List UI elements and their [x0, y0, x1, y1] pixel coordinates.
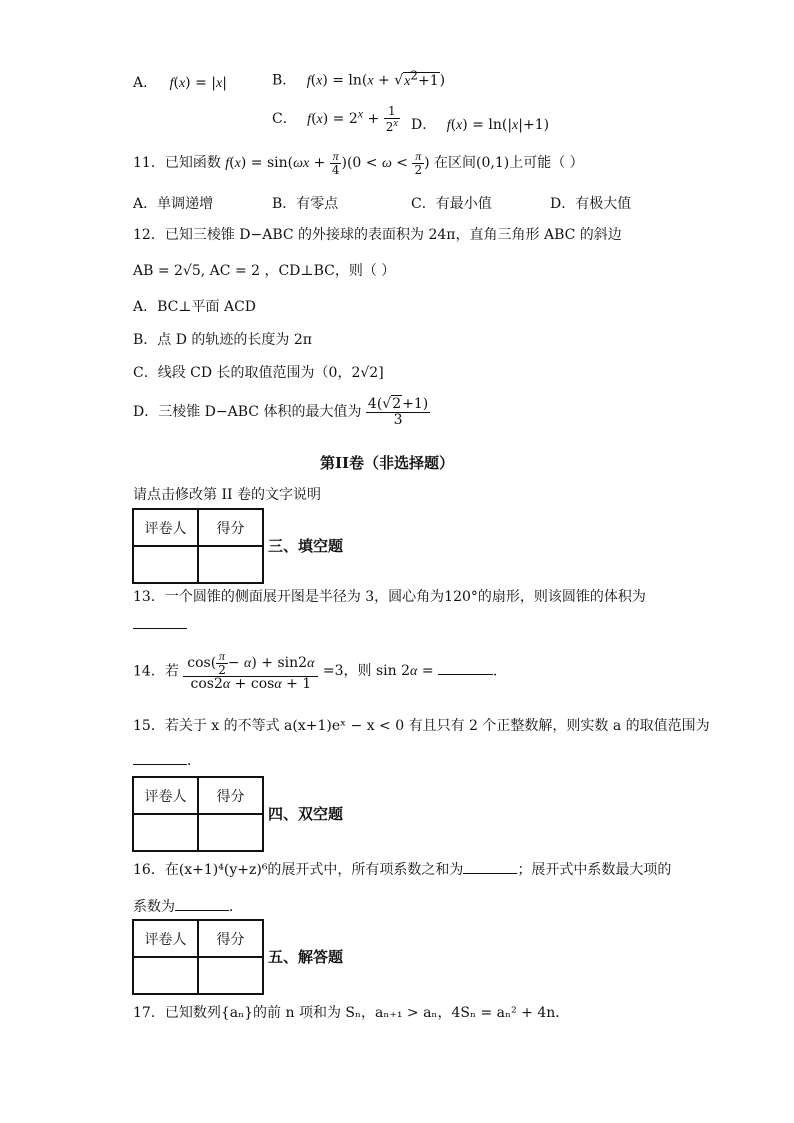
grader-cell[interactable]	[133, 814, 198, 851]
grader-cell[interactable]	[198, 814, 263, 851]
grader-table	[132, 508, 264, 584]
option-label: C．	[272, 111, 297, 128]
q10-option-a-expr: f	[169, 76, 174, 91]
q16-line2	[133, 896, 243, 916]
grader-col1: 评卷人	[133, 777, 198, 814]
q14-end: ．	[493, 663, 508, 680]
section-answer-title: 五、解答题	[268, 948, 344, 966]
q12-option-d-prefix: D．三棱锥 D−ABC 体积的最大值为	[133, 404, 362, 421]
grader-col1: 评卷人	[133, 920, 198, 957]
q14-suffix: =3，则 sin 2α =	[322, 663, 434, 680]
q11-stem-prefix: 11．已知函数	[133, 155, 221, 172]
q11-stem: 11．已知函数 f(x) = sin(ωx + $\frac{\pi}{4}$ )(0 < ω < $\frac{\pi}{2}$ ) 在区间(0,1)上可能（ ）	[133, 149, 584, 177]
option-label: B．	[272, 72, 297, 89]
q11-option-c: C．有最小值	[411, 196, 492, 212]
q15-line1: 15．若关于 x 的不等式 a(x+1)eˣ − x < 0 有且只有 2 个正整数解，则实数 a 的取值范围为	[133, 718, 710, 734]
grader-table	[132, 776, 264, 852]
q12-line1: 12．已知三棱锥 D−ABC 的外接球的表面积为 24π，直角三角形 ABC 的斜边	[133, 227, 622, 243]
answer-blank[interactable]	[438, 674, 493, 675]
q11-option-d: D．有极大值	[550, 196, 632, 212]
answer-blank[interactable]	[463, 873, 517, 874]
grader-col2: 得分	[198, 920, 263, 957]
option-label: A．	[133, 75, 158, 91]
q12-line2: AB = 2√5, AC = 2 ，CD⊥BC，则（ ）	[133, 263, 396, 279]
q11-stem-suffix: 在区间(0,1)上可能（ ）	[434, 155, 584, 172]
grader-cell[interactable]	[198, 957, 263, 994]
q12-option-d: D．三棱锥 D−ABC 体积的最大值为 $\frac{4(√2+1)}{3}$	[133, 396, 429, 428]
q16-line1	[133, 859, 671, 879]
q14-prefix: 14．若	[133, 663, 179, 680]
answer-blank[interactable]	[133, 628, 187, 629]
q13-line2	[133, 617, 187, 633]
q10-option-b: B． $f(x) = \ln(x + √x^2+1)$	[272, 68, 446, 89]
q10-option-d: D． f(x) = ln(|x|+1)	[411, 117, 550, 133]
grader-cell[interactable]	[198, 546, 263, 583]
q12-option-a: A．BC⊥平面 ACD	[133, 299, 257, 315]
grader-col2: 得分	[198, 777, 263, 814]
grader-col1: 评卷人	[133, 509, 198, 546]
q16-suffix: ；展开式中系数最大项的	[517, 862, 672, 878]
q15-line2	[133, 750, 201, 770]
q13-line1: 13．一个圆锥的侧面展开图是半径为 3，圆心角为120°的扇形，则该圆锥的体积为	[133, 589, 646, 605]
section-fill-title: 三、填空题	[268, 537, 344, 555]
q16-prefix: 16．在(x+1)⁴(y+z)⁶的展开式中，所有项系数之和为	[133, 862, 464, 878]
q17: 17．已知数列{aₙ}的前 n 项和为 Sₙ，aₙ₊₁ > aₙ，4Sₙ = aₙ² + 4n．	[133, 1005, 570, 1021]
grader-cell[interactable]	[133, 546, 198, 583]
q14: 14．若 cos( $\frac{\pi}{2}$ − α) + sin2α cos2α + cosα + 1 =3，则 sin 2α = ．	[133, 649, 508, 693]
q10-option-c: C． $f(x) = 2^x$ + $\frac{1}{2^x}$	[272, 104, 398, 134]
grader-cell[interactable]	[133, 957, 198, 994]
q10-option-a: A． f(x) = |x|	[133, 75, 227, 91]
q16-line2-prefix: 系数为	[133, 899, 175, 915]
grader-table	[132, 919, 264, 995]
section-double-title: 四、双空题	[268, 805, 344, 823]
part2-title: 第II卷（非选择题）	[320, 454, 455, 472]
q11-option-b: B．有零点	[272, 196, 339, 212]
q12-option-b: B．点 D 的轨迹的长度为 2π	[133, 332, 312, 348]
grader-col2: 得分	[198, 509, 263, 546]
option-label: D．	[411, 117, 437, 133]
q12-option-c: C．线段 CD 长的取值范围为（0，2√2]	[133, 365, 384, 381]
part2-note[interactable]: 请点击修改第 II 卷的文字说明	[133, 487, 321, 503]
q16-end: ．	[229, 899, 243, 915]
q11-option-a: A．单调递增	[133, 196, 214, 212]
q15-end: ．	[187, 753, 201, 769]
answer-blank[interactable]	[175, 910, 229, 911]
answer-blank[interactable]	[133, 764, 187, 765]
